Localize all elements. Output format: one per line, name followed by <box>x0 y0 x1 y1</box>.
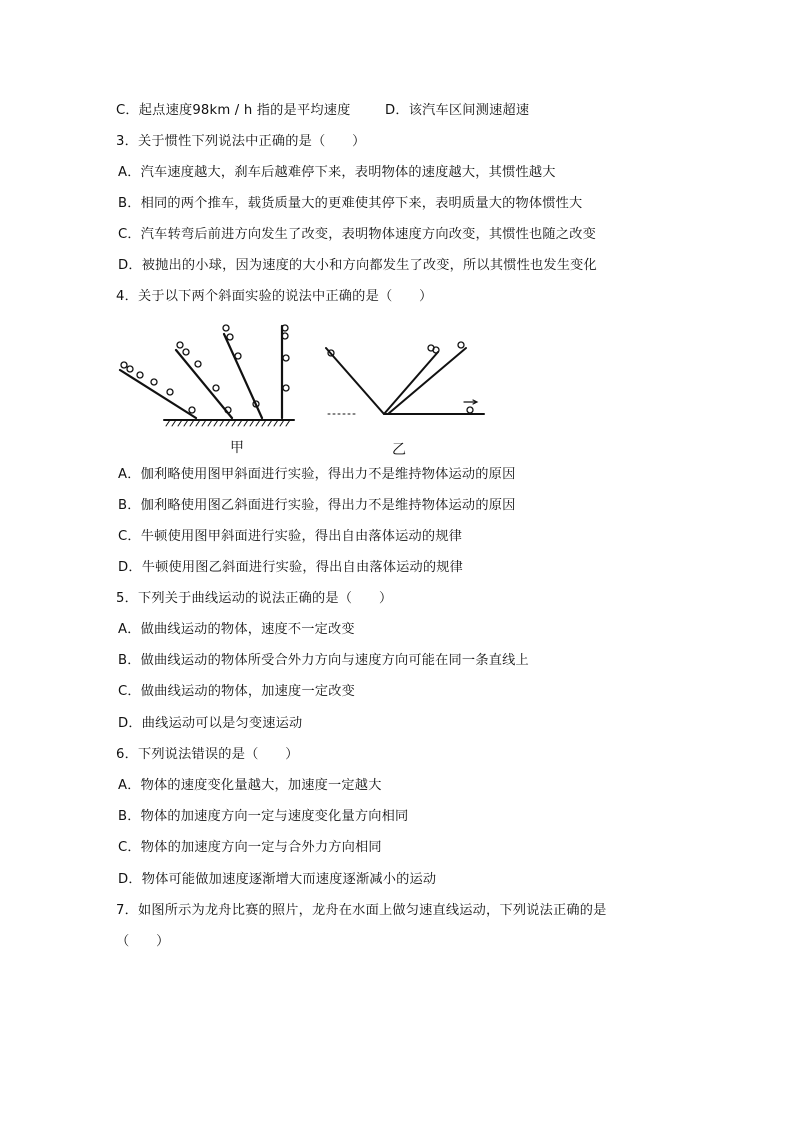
q3-option-c: C．汽车转弯后前进方向发生了改变，表明物体速度方向改变，其惯性也随之改变 <box>118 227 596 242</box>
yi-left-incline <box>326 348 384 414</box>
q4-stem: 4．关于以下两个斜面实验的说法中正确的是（ ） <box>116 289 433 304</box>
q5-stem: 5．下列关于曲线运动的说法正确的是（ ） <box>116 591 393 606</box>
q5-option-d: D．曲线运动可以是匀变速运动 <box>118 716 303 731</box>
q6-option-d: D．物体可能做加速度逐渐增大而速度逐渐减小的运动 <box>118 872 437 887</box>
q4-option-d: D．牛顿使用图乙斜面进行实验，得出自由落体运动的规律 <box>118 560 464 575</box>
yi-right-incline-1 <box>384 352 438 414</box>
incline-experiment-figure <box>112 318 512 458</box>
figure-label-jia: 甲 <box>230 440 244 456</box>
jia-balls-3 <box>223 325 259 407</box>
jia-incline-1 <box>120 370 196 418</box>
q6-stem: 6．下列说法错误的是（ ） <box>116 747 299 762</box>
figure-label-yi: 乙 <box>392 442 406 458</box>
q3-option-b: B．相同的两个推车，载货质量大的更难使其停下来，表明质量大的物体惯性大 <box>118 196 583 211</box>
q2-option-c-text: C．起点速度98km / h 指的是平均速度 <box>116 103 351 118</box>
q6-option-c: C．物体的加速度方向一定与合外力方向相同 <box>118 840 382 855</box>
q7-stem: 7．如图所示为龙舟比赛的照片，龙舟在水面上做匀速直线运动，下列说法正确的是 <box>116 903 607 918</box>
q2-option-c <box>116 102 351 120</box>
q5-option-b: B．做曲线运动的物体所受合外力方向与速度方向可能在同一条直线上 <box>118 653 529 668</box>
q4-option-c: C．牛顿使用图甲斜面进行实验，得出自由落体运动的规律 <box>118 529 463 544</box>
jia-incline-2 <box>176 350 232 418</box>
q3-option-a: A．汽车速度越大，刹车后越难停下来，表明物体的速度越大，其惯性越大 <box>118 165 556 180</box>
q6-option-a: A．物体的速度变化量越大，加速度一定越大 <box>118 778 382 793</box>
jia-balls-2 <box>177 342 231 413</box>
jia-incline-3 <box>224 334 262 418</box>
q4-option-a: A．伽利略使用图甲斜面进行实验，得出力不是维持物体运动的原因 <box>118 467 516 482</box>
q2-option-d-text: D．该汽车区间测速超速 <box>385 103 530 118</box>
q4-option-b: B．伽利略使用图乙斜面进行实验，得出力不是维持物体运动的原因 <box>118 498 516 513</box>
q2-option-d <box>385 102 529 120</box>
yi-right-incline-2 <box>388 348 466 414</box>
jia-balls-1 <box>121 362 195 413</box>
q3-stem: 3．关于惯性下列说法中正确的是（ ） <box>116 134 366 149</box>
q5-option-c: C．做曲线运动的物体，加速度一定改变 <box>118 684 355 699</box>
q5-option-a: A．做曲线运动的物体，速度不一定改变 <box>118 622 355 637</box>
incline-figure-svg <box>112 318 512 458</box>
q6-option-b: B．物体的加速度方向一定与速度变化量方向相同 <box>118 809 409 824</box>
q3-option-d: D．被抛出的小球，因为速度的大小和方向都发生了改变，所以其惯性也发生变化 <box>118 258 597 273</box>
q7-stem-cont: （ ） <box>116 934 170 949</box>
